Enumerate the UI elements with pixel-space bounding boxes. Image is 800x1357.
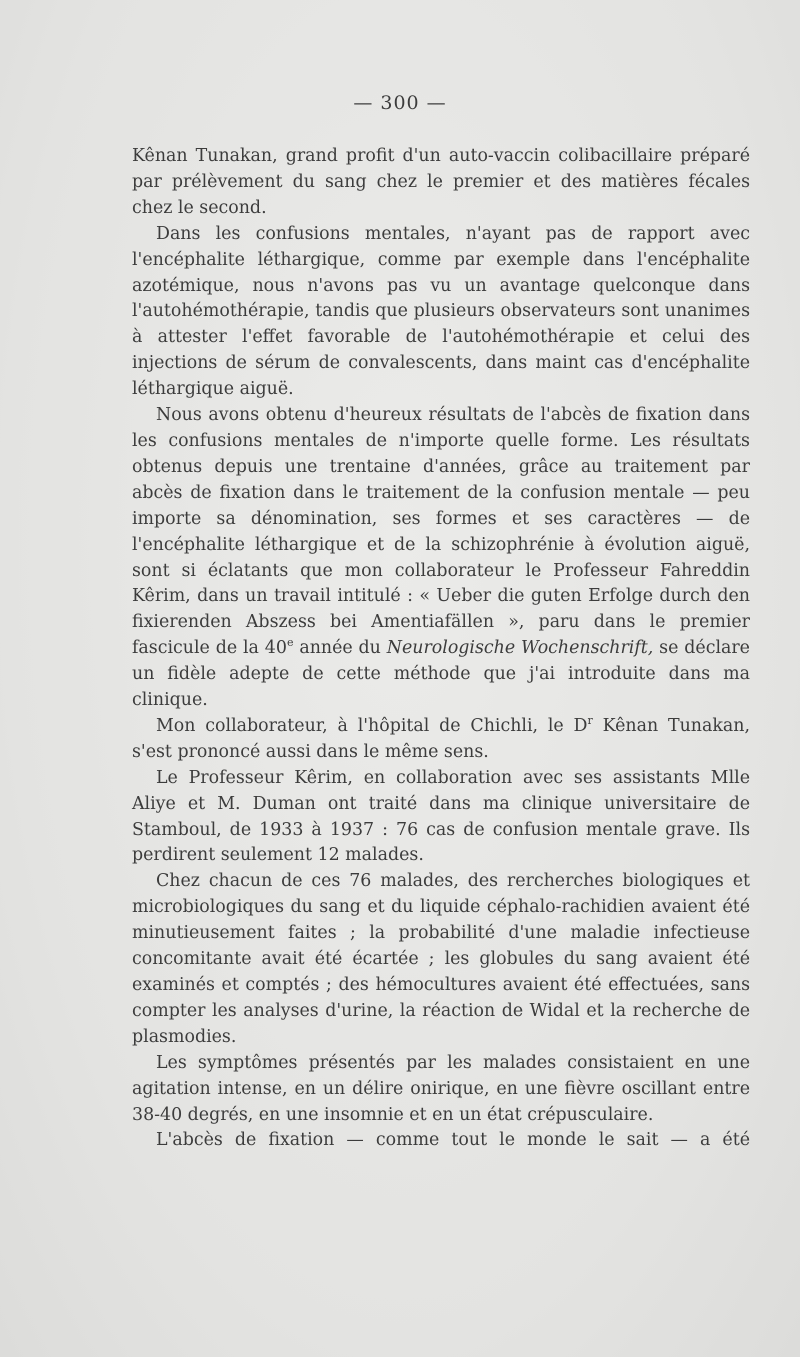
paragraph-4-superscript: r — [587, 714, 593, 728]
paragraph-7: Les symptômes présentés par les malades consistaient en une agitation intense, en un délire onirique, en une fièvre oscillant entre 38-40 degrés, en une insomnie et en un état crépusculaire. — [132, 1052, 750, 1125]
paragraph-2: Dans les confusions mentales, n'ayant pas de rapport avec l'encéphalite léthargique, comme par exemple dans l'encéphalite azotémique, nous n'avons pas vu un avantage quelconque dans l'autohémothérapie, tandis que plusieurs observateurs sont unanimes à attester l'effet favorable de l'autohémothérapie et celui des injections de sérum de convalescents, dans maint cas d'encéphalite léthargique aiguë. — [132, 223, 750, 400]
journal-title: Neurologische Wochenschrift, — [386, 638, 654, 659]
paragraph-3-text-c: se déclare un fidèle adepte de cette méthode que j'ai introduite dans ma clinique. — [132, 638, 750, 711]
paragraph-4 — [132, 714, 750, 766]
paragraph-4-text-b: Kênan Tunakan, s'est prononcé aussi dans le même sens. — [132, 715, 750, 762]
paragraph-3-text-a: Nous avons obtenu d'heureux résultats de l'abcès de fixation dans les confusions mentales de n'importe quelle forme. Les résultats obtenus depuis une trentaine d'années, grâce au traitement par abcès de fixation dans le traitement de la confusion mentale — peu importe sa dénomination, ses formes et ses caractères — de l'encéphalite léthargique et de la schizophrénie à évolution aiguë, sont si éclatants que mon collaborateur le Professeur Fahreddin Kêrim, dans un travail intitulé : « Ueber die guten Erfolge durch den fixierenden Abszess bei Amentiafällen », paru dans le premier fascicule de la 40 — [132, 405, 750, 659]
paragraph-3 — [132, 403, 750, 714]
paragraph-3-text-b: année du — [293, 638, 387, 659]
body-text — [132, 144, 750, 1154]
paragraph-8: L'abcès de fixation — comme tout le monde le sait — a été — [156, 1130, 750, 1151]
paragraph-5: Le Professeur Kêrim, en collaboration avec ses assistants Mlle Aliye et M. Duman ont traité dans ma clinique universitaire de Stamboul, de 1933 à 1937 : 76 cas de confusion mentale grave. Ils perdirent seulement 12 malades. — [132, 767, 750, 866]
paragraph-1: Kênan Tunakan, grand profit d'un auto-vaccin colibacillaire préparé par prélèvement du sang chez le premier et des matières fécales chez le second. — [132, 146, 750, 218]
paragraph-4-text-a: Mon collaborateur, à l'hôpital de Chichli, le D — [156, 715, 588, 736]
paragraph-6: Chez chacun de ces 76 malades, des rercherches biologiques et microbiologiques du sang et du liquide céphalo-rachidien avaient été minutieusement faites ; la probabilité d'une maladie infectieuse concomitante avait été écartée ; les globules du sang avaient été examinés et comptés ; des hémocultures avaient été effectuées, sans compter les analyses d'urine, la réaction de Widal et la recherche de plasmodies. — [132, 871, 750, 1047]
paragraph-3-superscript: e — [286, 636, 294, 650]
page-number: — 300 — — [353, 92, 447, 114]
